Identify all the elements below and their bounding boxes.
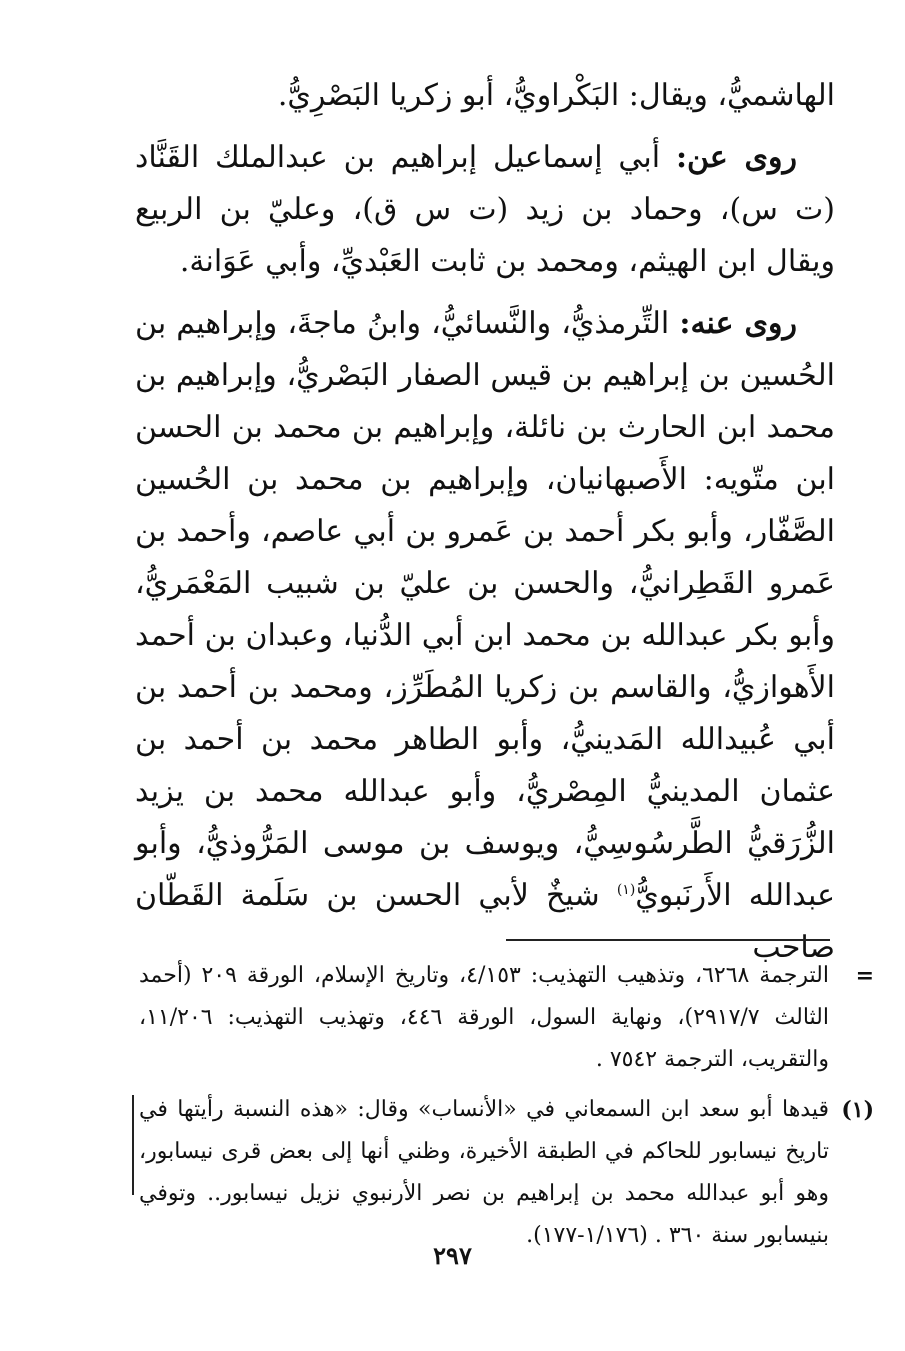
- page-number: ٢٩٧: [433, 1241, 472, 1270]
- narrated-from-heading: روى عن:: [675, 140, 797, 175]
- narrated-by-body: التِّرمذيُّ، والنَّسائيُّ، وابنُ ماجةَ، وإبراهيم بن الحُسين بن إبراهيم بن قيس الصفار البَصْريُّ، وإبراهيم بن محمد ابن الحارث بن نائلة، وإبراهيم بن محمد بن الحسن ابن متّويه: الأَصبهانيان، وإبراهيم بن محمد بن الحُسين الصَّفّار، وأبو بكر أحمد بن عَمرو بن أبي عاصم، وأحمد بن عَمرو القَطِرانيُّ، والحسن بن عليّ بن شبيب المَعْمَريُّ، وأبو بكر عبدالله بن محمد ابن أبي الدُّنيا، وعبدان بن أحمد الأَهوازيُّ، والقاسم بن زكريا المُطَرِّز، ومحمد بن أحمد بن أبي عُبيدالله المَدينيُّ، وأبو الطاهر محمد بن أحمد بن عثمان المدينيُّ المِصْريُّ، وأبو عبدالله محمد بن يزيد الزُّرَقيُّ الطَّرسُوسِيُّ، ويوسف بن موسى المَرُّوذيُّ، وأبو عبدالله الأَرنَبويُّ: [135, 306, 835, 913]
- equals-marker: =: [855, 963, 874, 989]
- narrated-from-body: أبي إسماعيل إبراهيم بن عبدالملك القَنَّاد (ت س)، وحماد بن زيد (ت س ق)، وعليّ بن الربيع ويقال ابن الهيثم، ومحمد بن ثابت العَبْديِّ، وأبي عَوَانة.: [135, 140, 835, 279]
- footnote-continuation: [139, 955, 874, 1081]
- footnotes-block: [139, 955, 874, 1265]
- footnote-separator-line: [506, 939, 830, 941]
- narrated-by-paragraph: [135, 298, 835, 974]
- main-text-block: [135, 70, 835, 984]
- equals-footnote-text: الترجمة ٦٢٦٨، وتذهيب التهذيب: ٤/١٥٣، وتاريخ الإسلام، الورقة ٢٠٩ (أحمد الثالث ٢٩١٧/٧)، ونهاية السول، الورقة ٤٤٦، وتهذيب التهذيب: ١١/٢٠٦، والتقريب، الترجمة ٧٥٤٢ .: [139, 963, 829, 1072]
- narrated-by-tail: شيخٌ لأبي الحسن بن سَلَمة القَطّان صاحب: [135, 878, 835, 965]
- margin-bar: [132, 1095, 134, 1195]
- footnote-reference-marker: (١): [616, 882, 636, 898]
- footnote-1-marker: (١): [841, 1097, 874, 1123]
- opening-line-text: الهاشميُّ، ويقال: البَكْراويُّ، أبو زكريا البَصْرِيُّ.: [277, 78, 835, 113]
- footnote-1: [139, 1089, 874, 1257]
- narrated-by-heading: روى عنه:: [679, 306, 797, 341]
- footnote-1-text: قيدها أبو سعد ابن السمعاني في «الأنساب» وقال: «هذه النسبة رأيتها في تاريخ نيسابور للحاكم في الطبقة الأخيرة، وظني أنها إلى بعض قرى نيسابور، وهو أبو عبدالله محمد بن إبراهيم بن نصر الأرنبوي نزيل نيسابور.. وتوفي بنيسابور سنة ٣٦٠ . (١/١٧٦-١٧٧).: [139, 1097, 829, 1248]
- narrated-from-paragraph: [135, 132, 835, 288]
- opening-line: [135, 70, 835, 122]
